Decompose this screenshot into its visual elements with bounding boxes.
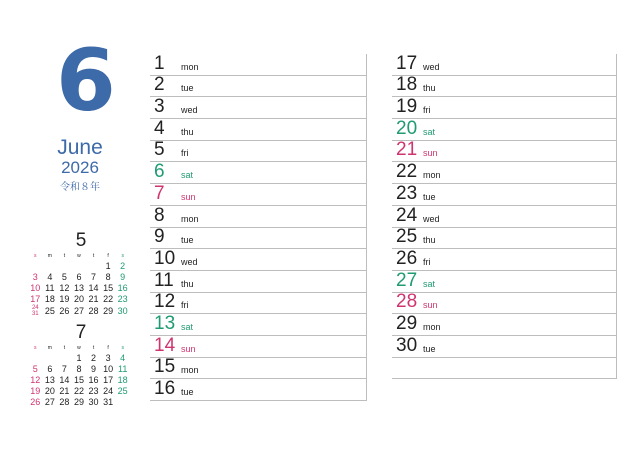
day-row: [392, 141, 617, 163]
weekday-header: t: [92, 253, 95, 259]
mini-calendar-day: 18: [117, 375, 128, 385]
mini-calendar-day: 11: [45, 283, 55, 293]
day-number: 24: [396, 204, 418, 226]
weekday-header: s: [121, 253, 124, 259]
day-weekday: tue: [181, 83, 194, 94]
day-number: 4: [154, 117, 165, 139]
day-weekday: thu: [423, 235, 436, 246]
day-weekday: sun: [181, 191, 196, 202]
day-row: [392, 162, 617, 184]
day-number: 22: [396, 161, 418, 183]
weekday-header: w: [77, 253, 81, 259]
mini-calendar-grid: [28, 252, 130, 317]
day-number: 26: [396, 247, 418, 269]
day-weekday: sun: [423, 148, 438, 159]
day-weekday: wed: [423, 213, 440, 224]
day-number: 27: [396, 269, 418, 291]
mini-calendar-day: 22: [103, 294, 114, 304]
day-row: [150, 97, 367, 119]
day-number: 2: [154, 74, 165, 96]
day-weekday: thu: [181, 278, 194, 289]
mini-calendar-day: 13: [73, 283, 84, 293]
weekday-header: s: [121, 345, 124, 351]
mini-calendar-day: 25: [117, 386, 128, 396]
mini-calendar-day: 7: [61, 364, 67, 374]
mini-calendar-day: 22: [73, 386, 84, 396]
day-row: [392, 249, 617, 271]
mini-calendar-day: 14: [59, 375, 70, 385]
mini-calendar-day: 26: [30, 397, 41, 407]
day-number: 14: [154, 334, 176, 356]
mini-calendar-title: 7: [75, 322, 87, 343]
day-number: 12: [154, 291, 176, 313]
day-number: 15: [154, 356, 176, 378]
day-row: [150, 293, 367, 315]
day-row: [392, 119, 617, 141]
mini-calendar-day: 7: [91, 272, 97, 282]
weekday-header: w: [77, 345, 81, 351]
day-row: [392, 228, 617, 250]
mini-calendar-day: 3: [32, 272, 38, 282]
mini-calendar-day: [43, 353, 58, 364]
mini-calendar-day: 13: [44, 375, 55, 385]
day-row: [150, 119, 367, 141]
weekday-header: f: [107, 345, 109, 351]
day-weekday: fri: [423, 256, 431, 267]
mini-calendar-day: 27: [44, 397, 55, 407]
day-row: [150, 206, 367, 228]
day-weekday: wed: [423, 61, 440, 72]
day-row: [150, 358, 367, 380]
mini-calendar-day: 5: [32, 364, 38, 374]
day-weekday: thu: [423, 83, 436, 94]
day-row: [150, 228, 367, 250]
day-weekday: thu: [181, 126, 194, 137]
day-row: [150, 162, 367, 184]
mini-calendar-day: 26: [59, 305, 70, 316]
year: 2026: [61, 158, 99, 177]
day-weekday: wed: [181, 105, 198, 116]
day-number: 11: [154, 269, 174, 291]
weekday-header: m: [47, 253, 52, 259]
weekday-header: s: [34, 253, 37, 259]
day-row: [150, 249, 367, 271]
mini-calendar-day: 29: [73, 397, 84, 407]
mini-calendar-day: 29: [103, 305, 114, 316]
day-weekday: tue: [181, 387, 194, 397]
mini-calendar-prev: [28, 230, 130, 317]
day-weekday: sun: [423, 300, 438, 311]
mini-calendar-day: [57, 353, 72, 364]
day-number: 6: [154, 161, 165, 183]
month-number: 6: [56, 31, 116, 131]
day-weekday: sat: [181, 321, 194, 332]
day-number: 23: [396, 182, 418, 204]
day-column-1: [150, 54, 367, 401]
day-row: [392, 314, 617, 336]
day-row: [150, 184, 367, 206]
mini-calendar-day: 12: [30, 375, 41, 385]
day-weekday: sat: [423, 126, 436, 137]
mini-calendar-day: 25: [44, 305, 55, 316]
day-weekday: tue: [181, 235, 194, 246]
day-weekday: wed: [181, 256, 198, 267]
day-number: 19: [396, 96, 418, 118]
day-number: 20: [396, 117, 418, 139]
day-number: 30: [396, 334, 418, 356]
day-weekday: fri: [181, 300, 189, 311]
mini-calendar-day: 11: [118, 364, 128, 374]
mini-calendar-day: 27: [73, 305, 84, 316]
day-row: [150, 76, 367, 98]
mini-calendar-day: 30: [88, 397, 99, 407]
day-weekday: sun: [181, 343, 196, 354]
day-row: [150, 336, 367, 358]
mini-calendar-day: 2: [91, 353, 97, 363]
mini-calendar-day: 21: [88, 294, 99, 304]
weekday-header: s: [34, 345, 37, 351]
day-row: [150, 379, 367, 401]
mini-calendar-day: 14: [88, 283, 99, 293]
day-weekday: mon: [181, 365, 199, 376]
mini-calendar-next: [28, 322, 130, 408]
day-weekday: mon: [181, 61, 199, 72]
weekday-header: t: [63, 253, 66, 259]
day-number: 28: [396, 291, 418, 313]
mini-calendar-day: 17: [103, 375, 114, 385]
mini-calendar-day: 8: [105, 272, 111, 282]
mini-calendar-day: [72, 261, 87, 272]
mini-calendar-day: 28: [88, 305, 99, 316]
day-weekday: tue: [423, 191, 436, 202]
day-row: [392, 336, 617, 358]
day-weekday: mon: [181, 213, 199, 224]
mini-calendar-day: 15: [103, 283, 114, 293]
mini-calendar-day: [115, 397, 130, 408]
mini-calendar-day: [57, 261, 72, 272]
mini-calendar-grid: [28, 344, 130, 408]
mini-calendar-day: 23: [88, 386, 99, 396]
mini-calendar-day: 12: [59, 283, 70, 293]
mini-calendar-day: 19: [59, 294, 70, 304]
day-row: [392, 54, 617, 76]
mini-calendar-day: 2: [120, 261, 126, 271]
day-number: 5: [154, 139, 165, 161]
day-number: 18: [396, 74, 418, 96]
month-name: June: [57, 136, 103, 159]
mini-calendar-day: 30: [117, 305, 128, 316]
day-number: 8: [154, 204, 165, 226]
day-weekday: fri: [423, 105, 431, 116]
mini-calendar-day: [28, 261, 43, 272]
mini-calendar-day: 20: [73, 294, 84, 304]
mini-calendar-day: 5: [61, 272, 67, 282]
day-row: [392, 271, 617, 293]
day-number: 16: [154, 378, 176, 399]
day-row: [392, 184, 617, 206]
day-row: [392, 97, 617, 119]
mini-calendar-day: 4: [120, 353, 126, 363]
day-weekday: mon: [423, 170, 441, 181]
mini-calendar-day: 1: [105, 261, 111, 271]
day-number: 3: [154, 96, 165, 118]
mini-calendar-day: 8: [76, 364, 82, 374]
day-number: 1: [154, 52, 165, 74]
mini-calendar-day: 16: [88, 375, 99, 385]
mini-calendar-day: 1: [76, 353, 82, 363]
mini-calendar-day: 10: [30, 283, 41, 293]
mini-calendar-day: 24: [103, 386, 114, 396]
weekday-header: m: [47, 345, 52, 351]
mini-calendar-day: 23: [117, 294, 128, 304]
day-number: 10: [154, 247, 176, 269]
mini-calendar-day: 9: [120, 272, 126, 282]
mini-calendar-day: 4: [47, 272, 53, 282]
day-number: 25: [396, 226, 418, 248]
day-row: [392, 293, 617, 315]
day-weekday: fri: [181, 148, 189, 159]
day-row: [150, 54, 367, 76]
mini-calendar-day: [43, 261, 58, 272]
day-weekday: sat: [423, 278, 436, 289]
weekday-header: t: [63, 345, 66, 351]
day-column-2: [392, 54, 617, 379]
mini-calendar-day: 16: [117, 283, 128, 293]
day-number: 13: [154, 312, 176, 334]
mini-calendar-day: [28, 353, 43, 364]
mini-calendar-day: 31: [103, 397, 114, 407]
day-row: [150, 271, 367, 293]
japanese-era: 令和８年: [60, 182, 100, 193]
mini-calendar-day: 28: [59, 397, 70, 407]
mini-calendar-day: 6: [47, 364, 53, 374]
mini-calendar-day: 20: [44, 386, 55, 396]
day-weekday: tue: [423, 343, 436, 354]
mini-calendar-title: 5: [75, 230, 87, 251]
mini-calendar-day: 15: [73, 375, 84, 385]
mini-calendar-day: 3: [105, 353, 111, 363]
mini-calendar-day: 17: [30, 294, 41, 304]
mini-calendar-day: 6: [76, 272, 82, 282]
day-row: [150, 314, 367, 336]
mini-calendar-day: 10: [103, 364, 114, 374]
mini-calendar-day: 9: [91, 364, 97, 374]
day-row: [392, 76, 617, 98]
mini-calendar-day: 19: [30, 386, 41, 396]
day-number: 17: [396, 52, 418, 74]
weekday-header: f: [107, 253, 109, 259]
day-row: [150, 141, 367, 163]
mini-calendar-day: 21: [59, 386, 70, 396]
day-number: 29: [396, 312, 418, 334]
mini-calendar-day: 24 31: [31, 305, 39, 317]
mini-calendar-day: [86, 261, 101, 272]
day-weekday: mon: [423, 321, 441, 332]
weekday-header: t: [92, 345, 95, 351]
day-weekday: sat: [181, 170, 194, 181]
day-number: 7: [154, 182, 165, 204]
day-row: [392, 206, 617, 228]
day-number: 9: [154, 226, 165, 248]
day-number: 21: [396, 139, 418, 161]
mini-calendar-day: 18: [44, 294, 55, 304]
day-row: [392, 358, 617, 380]
